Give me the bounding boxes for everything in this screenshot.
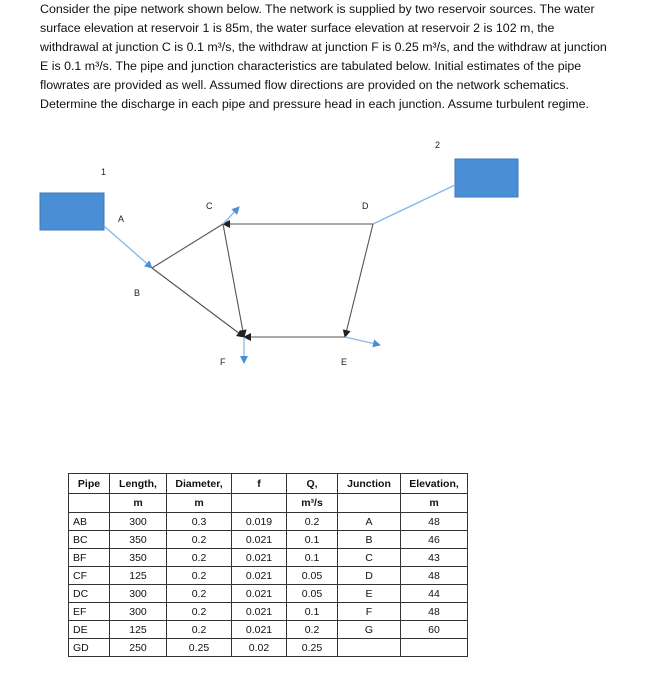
cell-f: 0.021 <box>232 585 287 603</box>
unit-diameter: m <box>167 494 232 513</box>
cell-f: 0.021 <box>232 531 287 549</box>
header-f: f <box>232 474 287 494</box>
pipe-junction-table <box>68 473 468 657</box>
table-row <box>69 585 468 603</box>
table-row <box>69 549 468 567</box>
cell-length: 125 <box>110 567 167 585</box>
supply-pipe-reservoir-2 <box>373 185 455 224</box>
header-elevation: Elevation, <box>401 474 468 494</box>
pipe-network-diagram <box>0 120 645 380</box>
cell-q: 0.1 <box>287 549 338 567</box>
cell-length: 250 <box>110 639 167 657</box>
cell-junction: F <box>338 603 401 621</box>
cell-junction: C <box>338 549 401 567</box>
table-row <box>69 531 468 549</box>
unit-pipe <box>69 494 110 513</box>
cell-f: 0.021 <box>232 621 287 639</box>
cell-pipe: GD <box>69 639 110 657</box>
cell-f: 0.021 <box>232 603 287 621</box>
cell-q: 0.1 <box>287 531 338 549</box>
table-row <box>69 639 468 657</box>
cell-elevation: 48 <box>401 567 468 585</box>
table-header-row <box>69 474 468 494</box>
supply-pipe-reservoir-1 <box>104 226 152 268</box>
table-units-row <box>69 494 468 513</box>
node-label-b: B <box>134 288 141 298</box>
cell-length: 300 <box>110 513 167 531</box>
cell-pipe: AB <box>69 513 110 531</box>
cell-junction: D <box>338 567 401 585</box>
cell-diameter: 0.2 <box>167 621 232 639</box>
node-label-d: D <box>362 201 369 211</box>
cell-f: 0.021 <box>232 567 287 585</box>
pipe-bc <box>152 224 223 268</box>
pipe-de <box>345 224 373 337</box>
cell-diameter: 0.2 <box>167 585 232 603</box>
cell-length: 300 <box>110 603 167 621</box>
cell-junction <box>338 639 401 657</box>
cell-pipe: DE <box>69 621 110 639</box>
cell-elevation: 43 <box>401 549 468 567</box>
cell-pipe: CF <box>69 567 110 585</box>
cell-elevation: 60 <box>401 621 468 639</box>
problem-statement: Consider the pipe network shown below. The network is supplied by two reservoir sources. The water surface elevation at reservoir 1 is 85m, the water surface elevation at reservoir 2 is 102 m, the withdrawal at junction C is 0.1 m³/s, the withdraw at junction F is 0.25 m³/s, and the withdraw at junction E is 0.1 m³/s. The pipe and junction characteristics are tabulated below. Initial estimates of the pipe flowrates are provided as well. Assumed flow directions are provided on the network schematics. Determine the discharge in each pipe and pressure head in each junction. Assume turbulent regime. <box>40 2 607 111</box>
node-label-f: F <box>220 357 226 367</box>
node-label-a: A <box>118 214 125 224</box>
reservoir-2-label: 2 <box>435 140 441 150</box>
cell-junction: G <box>338 621 401 639</box>
cell-q: 0.25 <box>287 639 338 657</box>
cell-f: 0.021 <box>232 549 287 567</box>
header-junction: Junction <box>338 474 401 494</box>
cell-elevation: 48 <box>401 603 468 621</box>
cell-q: 0.05 <box>287 567 338 585</box>
unit-junction <box>338 494 401 513</box>
header-length: Length, <box>110 474 167 494</box>
cell-diameter: 0.25 <box>167 639 232 657</box>
header-q: Q, <box>287 474 338 494</box>
node-label-e: E <box>341 357 348 367</box>
unit-elevation: m <box>401 494 468 513</box>
cell-diameter: 0.2 <box>167 531 232 549</box>
header-diameter: Diameter, <box>167 474 232 494</box>
cell-pipe: BF <box>69 549 110 567</box>
table-row <box>69 567 468 585</box>
cell-length: 350 <box>110 531 167 549</box>
cell-elevation: 48 <box>401 513 468 531</box>
withdrawal-c-arrow <box>223 207 239 224</box>
cell-pipe: DC <box>69 585 110 603</box>
cell-junction: B <box>338 531 401 549</box>
pipe-bf <box>152 268 244 337</box>
cell-q: 0.2 <box>287 513 338 531</box>
table-row <box>69 621 468 639</box>
cell-elevation <box>401 639 468 657</box>
cell-diameter: 0.3 <box>167 513 232 531</box>
cell-diameter: 0.2 <box>167 567 232 585</box>
unit-q: m³/s <box>287 494 338 513</box>
cell-length: 350 <box>110 549 167 567</box>
cell-elevation: 46 <box>401 531 468 549</box>
cell-f: 0.02 <box>232 639 287 657</box>
cell-length: 125 <box>110 621 167 639</box>
node-label-c: C <box>206 201 213 211</box>
cell-q: 0.2 <box>287 621 338 639</box>
unit-length: m <box>110 494 167 513</box>
cell-f: 0.019 <box>232 513 287 531</box>
header-pipe: Pipe <box>69 474 110 494</box>
cell-diameter: 0.2 <box>167 603 232 621</box>
cell-q: 0.1 <box>287 603 338 621</box>
cell-elevation: 44 <box>401 585 468 603</box>
withdrawal-e-arrow <box>345 337 380 345</box>
cell-diameter: 0.2 <box>167 549 232 567</box>
cell-junction: E <box>338 585 401 603</box>
reservoir-1 <box>40 193 104 230</box>
unit-f <box>232 494 287 513</box>
table-row <box>69 513 468 531</box>
reservoir-1-label: 1 <box>101 167 107 177</box>
table-row <box>69 603 468 621</box>
cell-length: 300 <box>110 585 167 603</box>
cell-pipe: EF <box>69 603 110 621</box>
pipe-cf <box>223 224 244 337</box>
cell-junction: A <box>338 513 401 531</box>
cell-q: 0.05 <box>287 585 338 603</box>
reservoir-2 <box>455 159 518 197</box>
cell-pipe: BC <box>69 531 110 549</box>
